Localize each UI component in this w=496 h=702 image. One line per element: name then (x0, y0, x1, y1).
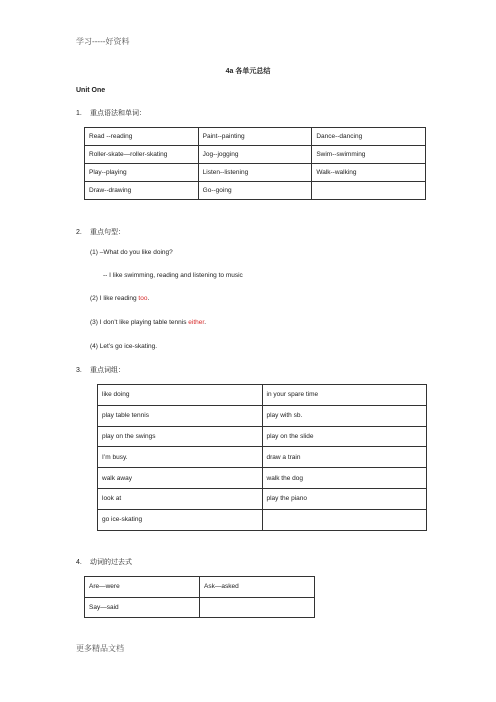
table-row (85, 146, 426, 164)
section-2-heading (76, 227, 125, 237)
table-cell (262, 509, 427, 530)
section-4-heading (76, 557, 132, 567)
sentence-text: . (147, 295, 150, 302)
table-cell: walk the dog (262, 468, 427, 489)
table-row (85, 164, 426, 182)
table-cell: Walk--walking (312, 164, 426, 182)
sentence-2 (90, 295, 149, 302)
table-cell: play on the slide (262, 426, 427, 447)
table-cell: Paint--painting (198, 128, 312, 146)
past-tense-table (84, 576, 315, 618)
highlight-word: either (188, 319, 205, 326)
table-row (98, 426, 427, 447)
table-cell: play table tennis (98, 405, 263, 426)
section-1-heading (76, 108, 146, 118)
highlight-word: too (138, 295, 148, 302)
table-row (85, 182, 426, 200)
sentence-1-answer: -- I like swimming, reading and listening to music (103, 272, 243, 279)
section-label: 重点词组： (90, 366, 125, 374)
sentence-text: . (204, 319, 206, 326)
table-cell (312, 182, 426, 200)
grammar-table (84, 127, 426, 200)
section-number: 3. (76, 367, 82, 374)
sentence-3 (90, 319, 206, 326)
table-cell: draw a train (262, 447, 427, 468)
table-cell: Go--going (198, 182, 312, 200)
table-cell: like doing (98, 385, 263, 406)
section-number: 2. (76, 229, 82, 236)
table-cell: Draw--drawing (85, 182, 199, 200)
section-3-heading (76, 365, 125, 375)
table-row (98, 447, 427, 468)
table-cell: Dance--dancing (312, 128, 426, 146)
table-cell: Say—said (85, 597, 200, 618)
table-cell: Roller-skate—roller-skating (85, 146, 199, 164)
table-cell: in your spare time (262, 385, 427, 406)
table-row (98, 405, 427, 426)
section-label: 重点句型： (90, 228, 125, 236)
table-row (85, 128, 426, 146)
table-cell: play with sb. (262, 405, 427, 426)
table-cell: Read --reading (85, 128, 199, 146)
table-row (98, 509, 427, 530)
table-cell (200, 597, 315, 618)
table-cell: Play--playing (85, 164, 199, 182)
table-cell: Ask—asked (200, 577, 315, 598)
phrase-table (97, 384, 427, 531)
table-cell: Swim--swimming (312, 146, 426, 164)
table-cell: play the piano (262, 488, 427, 509)
section-label: 动词的过去式 (90, 558, 132, 566)
table-cell: I’m busy. (98, 447, 263, 468)
table-cell: Are—were (85, 577, 200, 598)
table-row (85, 597, 315, 618)
table-cell: play on the swings (98, 426, 263, 447)
table-row (85, 577, 315, 598)
page-header: 学习-----好资料 (76, 37, 130, 46)
unit-heading: Unit One (76, 87, 106, 94)
sentence-text: (2) I like reading (90, 295, 139, 302)
table-cell: look at (98, 488, 263, 509)
section-number: 4. (76, 559, 82, 566)
sentence-4: (4) Let’s go ice-skating. (90, 343, 158, 350)
table-row (98, 488, 427, 509)
page-footer: 更多精品文档 (76, 644, 124, 653)
document-title: 4a 各单元总结 (225, 68, 271, 75)
section-number: 1. (76, 110, 82, 117)
table-row (98, 468, 427, 489)
section-label: 重点语法和单词： (90, 109, 146, 117)
table-cell: Jog--jogging (198, 146, 312, 164)
table-cell: Listen--listening (198, 164, 312, 182)
table-cell: go ice-skating (98, 509, 263, 530)
sentence-text: (3) I don’t like playing table tennis (90, 319, 189, 326)
table-row (98, 385, 427, 406)
sentence-1: (1) –What do you like doing? (90, 249, 173, 256)
table-cell: walk away (98, 468, 263, 489)
